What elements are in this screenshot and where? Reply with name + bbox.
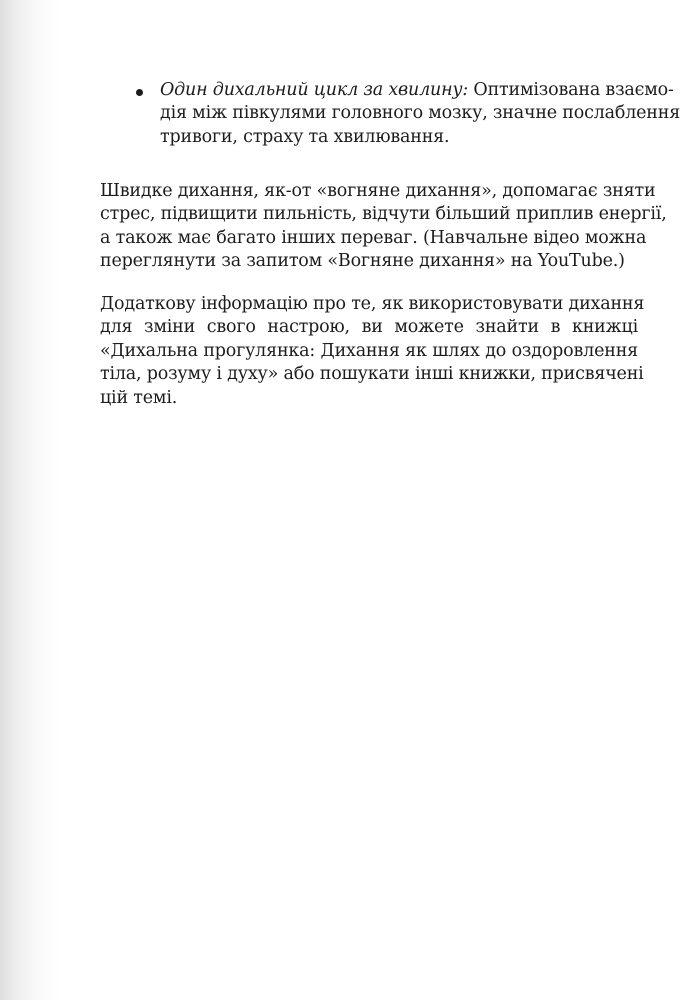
paragraph-line: «Дихальна прогулянка: Дихання як шлях до оздоровлення xyxy=(100,340,638,361)
bullet-line-3: тривоги, страху та хвилювання. xyxy=(160,126,450,147)
paragraph-line: а також має багато інших переваг. (Навчальне відео можна xyxy=(100,227,647,248)
paragraph-additional-info xyxy=(100,293,645,410)
bullet-line-1 xyxy=(160,79,674,102)
bullet-item xyxy=(100,79,681,149)
paragraph-fire-breathing xyxy=(100,180,667,274)
bullet-line-1-rest: Оптимізована взаємо- xyxy=(468,80,674,100)
paragraph-line: стрес, підвищити пильність, відчути більший приплив енергії, xyxy=(100,204,667,225)
paragraph-line: цій темі. xyxy=(100,387,178,408)
bullet-dot-icon xyxy=(136,89,143,96)
bullet-lead: Один дихальний цикл за хвилину: xyxy=(160,80,469,100)
paragraph-line: тіла, розуму і духу» або пошукати інші книжки, присвячені xyxy=(100,364,644,385)
paragraph-line: для зміни свого настрою, ви можете знайти в книжці xyxy=(100,317,638,338)
paragraph-line: Додаткову інформацію про те, як використовувати дихання xyxy=(100,294,645,314)
bullet-text xyxy=(160,79,681,149)
paragraph-line: переглянути за запитом «Вогняне дихання» на YouTube.) xyxy=(100,251,625,272)
bullet-line-2: дія між півкулями головного мозку, значне послаблення xyxy=(160,103,681,124)
paragraph-line: Швидке дихання, як-от «вогняне дихання», допомагає зняти xyxy=(100,181,656,201)
